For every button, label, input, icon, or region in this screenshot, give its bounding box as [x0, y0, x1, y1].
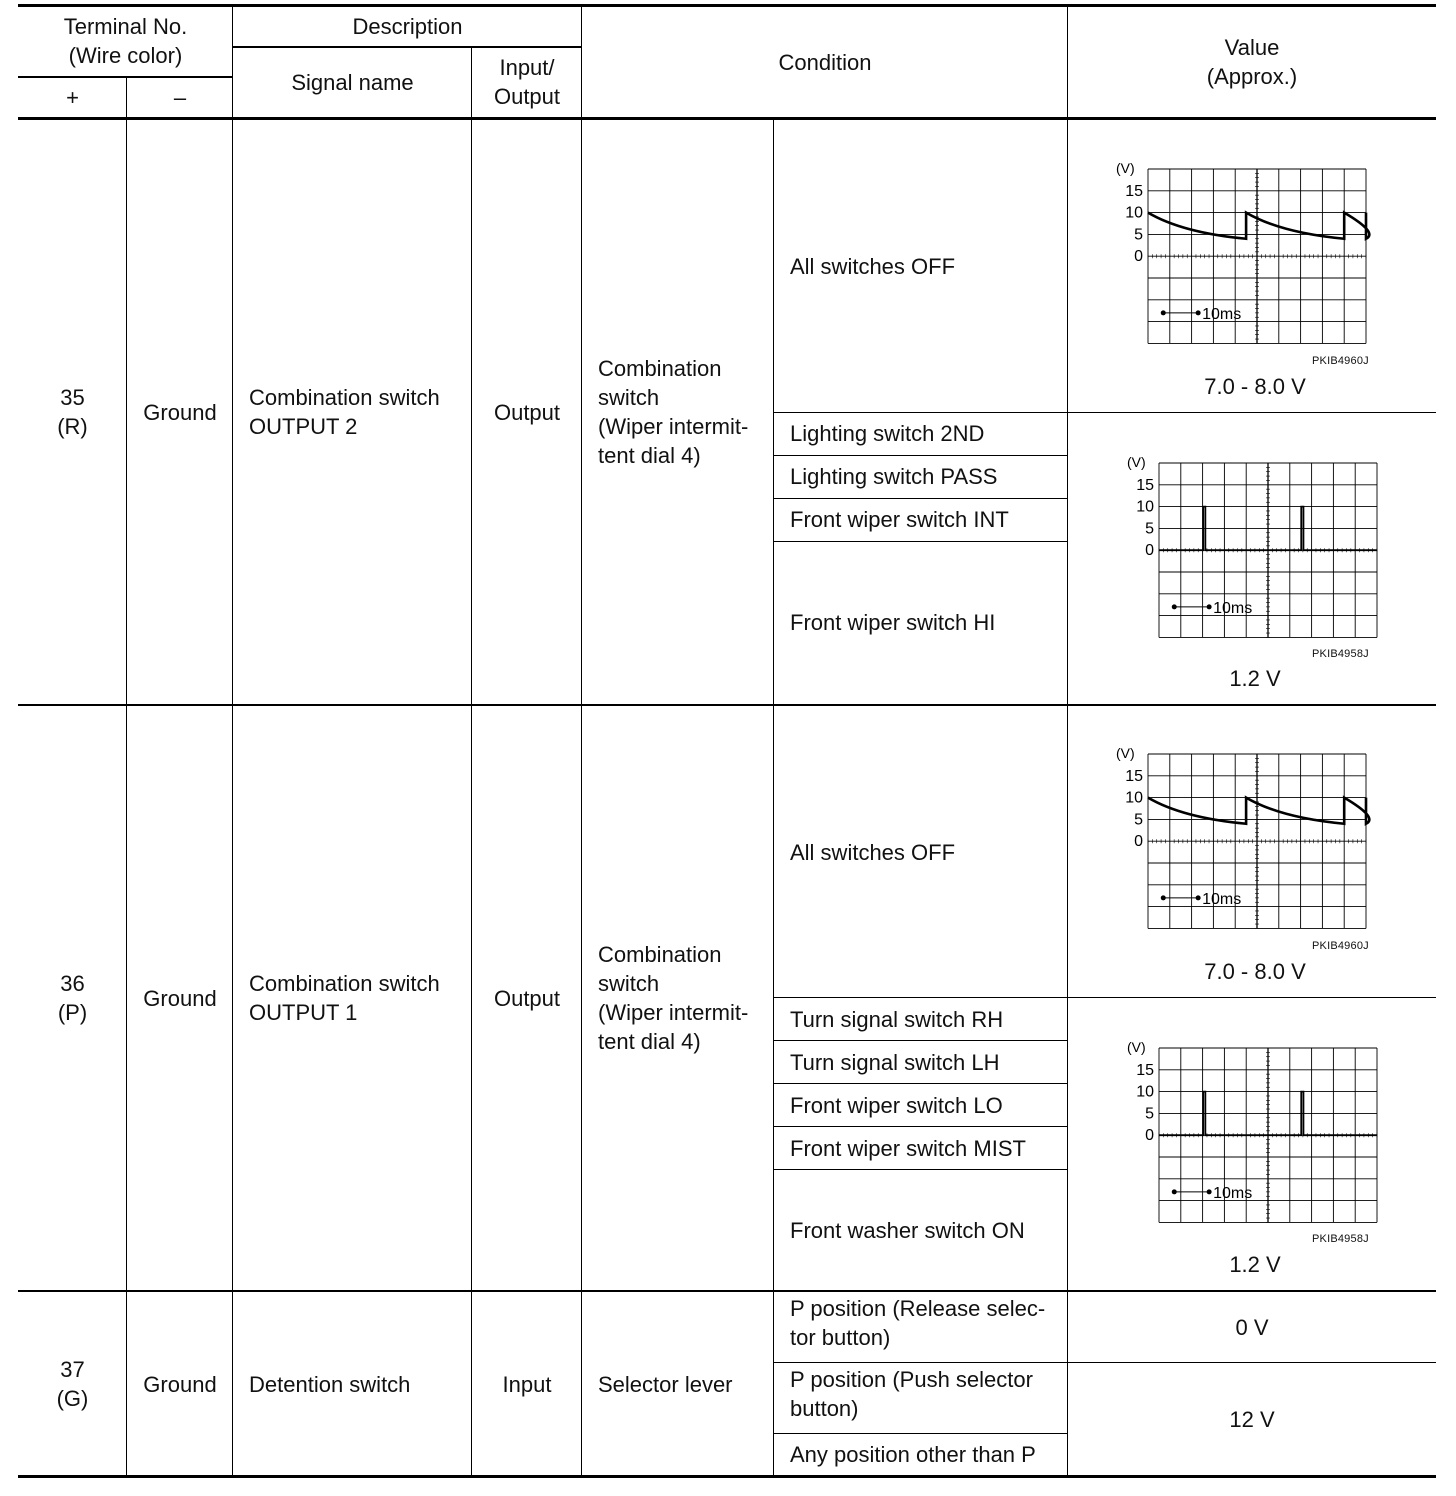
- row37-sub-0-text: P position (Release selec- tor button): [790, 1296, 1046, 1350]
- scope-time-label: 10ms: [1202, 890, 1242, 908]
- header-plus: [18, 76, 127, 118]
- row36-io: [472, 706, 582, 1290]
- header-minus-text: –: [173, 84, 187, 110]
- row36-sub-3: [790, 1084, 1068, 1127]
- row37-value-a-text: 0 V: [1235, 1314, 1269, 1340]
- row36-value-b: 1.2 V: [1229, 1252, 1281, 1277]
- row36-sub-0: [790, 706, 1068, 998]
- row35-condition-text: Combination switch (Wiper intermit- tent dial 4): [598, 356, 749, 468]
- row35-sub-0-text: All switches OFF: [790, 253, 956, 279]
- rule-col-minus: [232, 6, 233, 1476]
- rule-r36-c: [774, 1083, 1068, 1084]
- row36-signal: [249, 706, 472, 1290]
- row37-io: [472, 1292, 582, 1476]
- row36-sub-2-text: Turn signal switch LH: [790, 1050, 1000, 1075]
- row35-sub-1: [790, 412, 1068, 455]
- row37-value-a: [1068, 1292, 1436, 1362]
- rule-col-plus: [126, 76, 127, 1476]
- row37-sub-1-text: P position (Push selector button): [790, 1367, 1033, 1421]
- scope-y-tick: 5: [1145, 520, 1154, 538]
- scope-code-4: PKIB4958J: [1312, 1233, 1369, 1245]
- rule-bottom: [18, 1475, 1436, 1478]
- row37-sub-2: [790, 1433, 1068, 1476]
- rule-r37-a: [774, 1362, 1436, 1363]
- scope-y-tick: 15: [1125, 182, 1143, 200]
- row35-terminal: [18, 120, 127, 704]
- scope-y-tick: 0: [1145, 1127, 1154, 1145]
- scope-y-unit: (V): [1127, 1039, 1146, 1055]
- row36-sub-0-text: All switches OFF: [790, 839, 956, 865]
- row35-sub-3-text: Front wiper switch INT: [790, 507, 1009, 532]
- row35-io: [472, 120, 582, 704]
- row37-condition: [598, 1292, 774, 1476]
- row36-io-text: Output: [493, 985, 561, 1011]
- header-condition-text: Condition: [778, 49, 872, 75]
- scope-time-marker-start: [1161, 895, 1166, 900]
- row35-io-text: Output: [493, 399, 561, 425]
- scope-y-unit: (V): [1116, 745, 1135, 761]
- rule-col-signal: [471, 46, 472, 1476]
- row36-terminal: [18, 706, 127, 1290]
- rule-col-value: [1067, 6, 1068, 1476]
- row37-terminal-text: 37 (G): [56, 1357, 89, 1411]
- scope-y-tick: 10: [1125, 789, 1143, 807]
- header-condition: [582, 6, 1068, 118]
- scope-y-unit: (V): [1127, 454, 1146, 470]
- row36-sub-5-text: Front washer switch ON: [790, 1217, 1025, 1243]
- row36-sub-3-text: Front wiper switch LO: [790, 1093, 1003, 1118]
- row35-value-b: 1.2 V: [1229, 666, 1281, 691]
- scope-y-tick: 15: [1136, 476, 1154, 494]
- row36-sub-5: [790, 1170, 1068, 1290]
- scope-svg: [1096, 152, 1386, 352]
- rule-r37-b: [774, 1433, 1068, 1434]
- rule-header-bottom: [18, 117, 1436, 120]
- row36-sub-4-text: Front wiper switch MIST: [790, 1136, 1026, 1161]
- row37-sub-0: [790, 1294, 1068, 1362]
- scope-time-marker-end: [1196, 895, 1201, 900]
- rule-r36-e: [774, 1169, 1068, 1170]
- scope-time-label: 10ms: [1202, 305, 1242, 323]
- scope-code-1: PKIB4960J: [1312, 355, 1369, 367]
- header-terminal-no-text: Terminal No. (Wire color): [63, 14, 188, 68]
- scope-y-tick: 0: [1134, 833, 1143, 851]
- header-input-output-text: Input/ Output: [493, 55, 561, 109]
- row37-value-b: [1068, 1362, 1436, 1476]
- row36-sub-2: [790, 1041, 1068, 1084]
- scope-y-tick: 0: [1134, 248, 1143, 266]
- scope-svg: [1107, 1031, 1397, 1231]
- row35-sub-2-text: Lighting switch PASS: [790, 464, 998, 489]
- row35-condition: [598, 120, 774, 704]
- scope-y-tick: 10: [1125, 204, 1143, 222]
- row36-ground-text: Ground: [143, 985, 217, 1011]
- scope-time-marker-end: [1196, 310, 1201, 315]
- row37-io-text: Input: [502, 1371, 552, 1397]
- rule-col-io: [581, 6, 582, 1476]
- scope-y-tick: 5: [1145, 1105, 1154, 1123]
- header-plus-text: +: [66, 84, 79, 110]
- scope-y-tick: 10: [1136, 498, 1154, 516]
- rule-r36-a: [774, 997, 1436, 998]
- scope-time-label: 10ms: [1213, 599, 1253, 617]
- scope-y-tick: 5: [1134, 811, 1143, 829]
- row37-ground: [127, 1292, 233, 1476]
- row37-terminal: [18, 1292, 127, 1476]
- row36-signal-text: Combination switch OUTPUT 1: [249, 971, 440, 1025]
- header-signal-name: [233, 46, 472, 118]
- row37-condition-text: Selector lever: [598, 1371, 733, 1397]
- scope-time-marker-start: [1172, 1189, 1177, 1194]
- rule-r35-d: [774, 541, 1068, 542]
- row35-ground-text: Ground: [143, 399, 217, 425]
- row35-sub-2: [790, 455, 1068, 498]
- scope-time-marker-end: [1207, 1189, 1212, 1194]
- scope-y-tick: 5: [1134, 226, 1143, 244]
- rule-header-desc: [233, 46, 582, 48]
- row35-ground: [127, 120, 233, 704]
- header-description: [233, 6, 582, 46]
- rule-row36-bottom: [18, 1290, 1436, 1292]
- row35-sub-3: [790, 498, 1068, 541]
- scope-svg: [1096, 737, 1386, 937]
- row36-value-a: 7.0 - 8.0 V: [1204, 959, 1306, 984]
- rule-top: [18, 4, 1436, 7]
- rule-r35-c: [774, 498, 1068, 499]
- rule-r35-a: [774, 412, 1436, 413]
- row35-value-a: 7.0 - 8.0 V: [1204, 374, 1306, 399]
- row36-condition-text: Combination switch (Wiper intermit- tent dial 4): [598, 942, 749, 1054]
- row35-sub-4-text: Front wiper switch HI: [790, 610, 996, 635]
- row37-signal-text: Detention switch: [249, 1371, 411, 1397]
- row36-ground: [127, 706, 233, 1290]
- scope-svg: [1107, 446, 1397, 646]
- row37-signal: [249, 1292, 472, 1476]
- header-terminal-no: [18, 6, 233, 76]
- row36-sub-4: [790, 1127, 1068, 1170]
- scope-time-marker-start: [1172, 604, 1177, 609]
- rule-r36-b: [774, 1040, 1068, 1041]
- header-description-text: Description: [352, 13, 463, 39]
- row35-sub-1-text: Lighting switch 2ND: [790, 421, 985, 446]
- row36-condition: [598, 706, 774, 1290]
- row35-signal-text: Combination switch OUTPUT 2: [249, 385, 440, 439]
- scope-code-2: PKIB4958J: [1312, 648, 1369, 660]
- row35-terminal-text: 35 (R): [57, 385, 88, 439]
- row36-sub-1-text: Turn signal switch RH: [790, 1007, 1004, 1032]
- row35-sub-0: [790, 120, 1068, 412]
- scope-time-marker-start: [1161, 310, 1166, 315]
- row35-signal: [249, 120, 472, 704]
- row37-value-b-text: 12 V: [1229, 1406, 1275, 1432]
- row37-sub-2-text: Any position other than P: [790, 1442, 1036, 1467]
- rule-r35-b: [774, 455, 1068, 456]
- header-value-text: Value (Approx.): [1206, 35, 1298, 89]
- row35-sub-4: [790, 541, 1068, 704]
- scope-y-tick: 10: [1136, 1083, 1154, 1101]
- header-signal-name-text: Signal name: [291, 69, 414, 95]
- row36-terminal-text: 36 (P): [57, 971, 88, 1025]
- row37-ground-text: Ground: [143, 1371, 217, 1397]
- scope-time-marker-end: [1207, 604, 1212, 609]
- scope-y-tick: 15: [1125, 767, 1143, 785]
- row36-sub-1: [790, 998, 1068, 1041]
- rule-row35-bottom: [18, 704, 1436, 706]
- header-input-output: [472, 46, 582, 118]
- scope-time-label: 10ms: [1213, 1184, 1253, 1202]
- scope-y-unit: (V): [1116, 160, 1135, 176]
- rule-r36-d: [774, 1126, 1068, 1127]
- row37-sub-1: [790, 1365, 1068, 1433]
- scope-y-tick: 15: [1136, 1061, 1154, 1079]
- scope-y-tick: 0: [1145, 542, 1154, 560]
- header-value: [1068, 6, 1436, 118]
- scope-code-3: PKIB4960J: [1312, 940, 1369, 952]
- rule-col-cond-sub: [773, 118, 774, 1476]
- header-minus: [127, 76, 233, 118]
